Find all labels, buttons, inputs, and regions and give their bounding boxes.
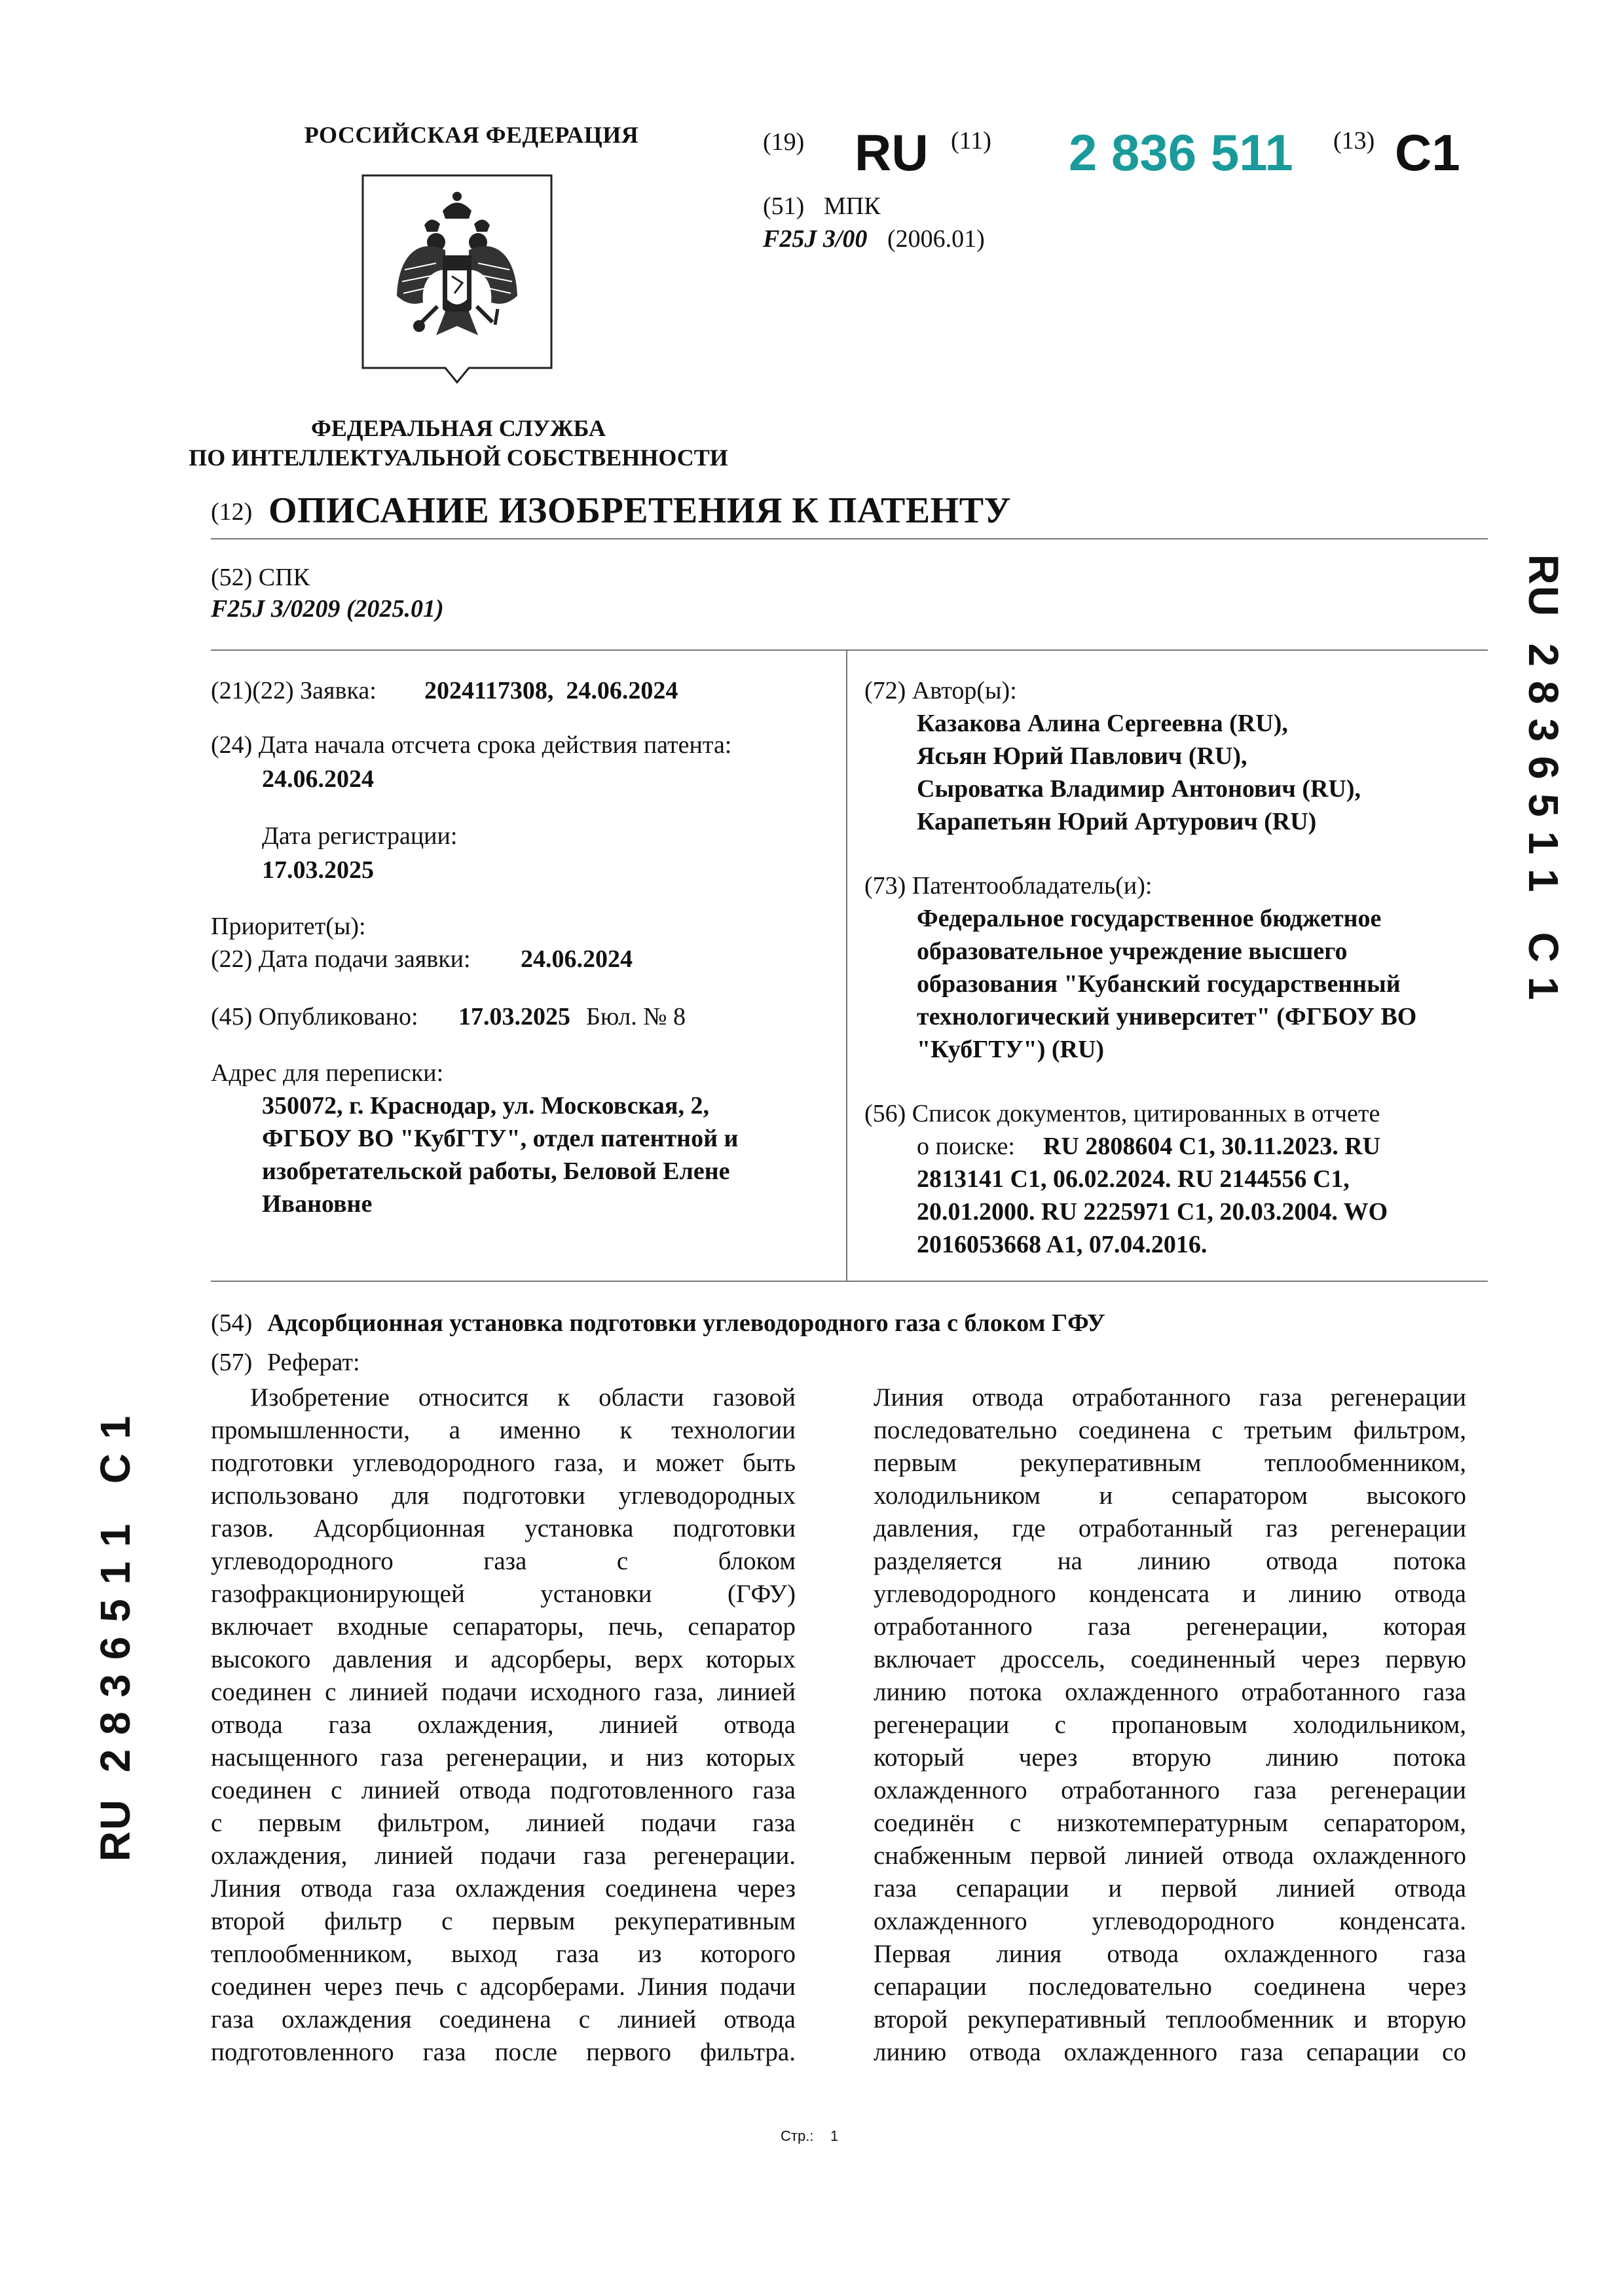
spk-class: F25J 3/0209 (2025.01): [211, 595, 444, 623]
priority-label: Приоритет(ы):: [211, 913, 366, 940]
code-51: (51): [763, 192, 805, 220]
abstract-line: линию отвода охлажденного газа сепарации со: [874, 2038, 1466, 2066]
abstract-line: газа охлаждения соединена с линией отвода: [211, 2005, 796, 2033]
abstract-line: промышленности, а именно к технологии: [211, 1416, 796, 1444]
abstract-line: отработанного газа регенерации, которая: [874, 1613, 1466, 1641]
abstract-line: который через вторую линию потока: [874, 1743, 1466, 1772]
cited-line: 2016053668 A1, 07.04.2016.: [917, 1231, 1208, 1258]
abstract-line: углеводородного газа с блоком: [211, 1547, 796, 1575]
abstract-line: использовано для подготовки углеводородных: [211, 1482, 796, 1510]
owner-line: Федеральное государственное бюджетное: [917, 905, 1382, 932]
authors-list: [917, 707, 1361, 838]
divider-spk: [211, 649, 1488, 651]
mpk-class: F25J 3/00: [763, 225, 868, 253]
author-name: Казакова Алина Сергеевна (RU),: [917, 710, 1288, 737]
abstract-line: насыщенного газа регенерации, и низ которых: [211, 1743, 796, 1772]
divider-biblio: [211, 1281, 1488, 1282]
abstract-line: второй рекуперативный теплообменник и вторую: [874, 2005, 1466, 2033]
filing-value: 24.06.2024: [521, 945, 633, 973]
start-date-label: (24) Дата начала отсчета срока действия патента:: [211, 731, 732, 759]
page-number: 1: [830, 2128, 839, 2144]
filing-label: (22) Дата подачи заявки:: [211, 945, 471, 973]
abstract-right-column: [874, 1381, 1466, 2069]
abstract-line: с первым фильтром, линией подачи газа: [211, 1809, 796, 1837]
owner-line: "КубГТУ") (RU): [917, 1036, 1105, 1063]
abstract-line: теплообменником, выход газа из которого: [211, 1940, 796, 1968]
abstract-left-column: [211, 1381, 796, 2069]
abstract-line: охлажденного углеводородного конденсата.: [874, 1907, 1466, 1935]
owner-block: [917, 902, 1416, 1066]
agency-line-2: ПО ИНТЕЛЛЕКТУАЛЬНОЙ СОБСТВЕННОСТИ: [189, 445, 728, 471]
column-divider: [846, 651, 847, 1281]
abstract-line: Линия отвода отработанного газа регенерации: [874, 1383, 1466, 1412]
address-block: [262, 1089, 738, 1220]
code-54: (54): [211, 1309, 253, 1337]
cited-line: 20.01.2000. RU 2225971 C1, 20.03.2004. WO: [917, 1198, 1388, 1226]
code-13: (13): [1333, 127, 1375, 155]
divider-title: [211, 538, 1488, 539]
abstract-line: разделяется на линию отвода потока: [874, 1547, 1466, 1575]
kind-code: C1: [1395, 124, 1460, 181]
start-date-value: 24.06.2024: [262, 765, 374, 793]
abstract-line: охлаждения, линией подачи газа регенерации.: [211, 1842, 796, 1870]
author-name: Ясьян Юрий Павлович (RU),: [917, 742, 1247, 770]
abstract-line: соединен с линией подачи исходного газа, линией: [211, 1678, 796, 1706]
abstract-line: газов. Адсорбционная установка подготовки: [211, 1514, 796, 1542]
code-19: (19): [763, 128, 805, 156]
cited-line: RU 2808604 C1, 30.11.2023. RU: [1043, 1133, 1381, 1160]
document-title: ОПИСАНИЕ ИЗОБРЕТЕНИЯ К ПАТЕНТУ: [268, 490, 1012, 531]
address-line: Ивановне: [262, 1190, 373, 1218]
page-label: Стр.:: [781, 2128, 814, 2144]
registration-value: 17.03.2025: [262, 856, 374, 884]
abstract-line: подготовки углеводородного газа, и может быть: [211, 1449, 796, 1477]
abstract-line: Линия отвода газа охлаждения соединена через: [211, 1874, 796, 1903]
country-code-ru: RU: [855, 124, 929, 181]
country-name: РОССИЙСКАЯ ФЕДЕРАЦИЯ: [304, 122, 639, 148]
abstract-line: сепарации последовательно соединена через: [874, 1973, 1466, 2001]
bulletin: Бюл. № 8: [586, 1003, 686, 1030]
mpk-year: (2006.01): [887, 225, 985, 253]
mpk-label: МПК: [824, 192, 881, 220]
address-label: Адрес для переписки:: [211, 1059, 444, 1087]
abstract-line: регенерации с пропановым холодильником,: [874, 1711, 1466, 1739]
cited-prefix: о поиске:: [917, 1133, 1015, 1160]
abstract-line: высокого давления и адсорберы, верх которых: [211, 1645, 796, 1673]
abstract-line: второй фильтр с первым рекуперативным: [211, 1907, 796, 1935]
abstract-line: давления, где отработанный газ регенерации: [874, 1514, 1466, 1542]
application-label: (21)(22) Заявка:: [211, 677, 377, 704]
published-value: 17.03.2025: [458, 1003, 570, 1030]
owner-line: образования "Кубанский государственный: [917, 970, 1401, 998]
abstract-line: газа сепарации и первой линией отвода: [874, 1874, 1466, 1903]
owner-label: (73) Патентообладатель(и):: [864, 872, 1153, 900]
published-label: (45) Опубликовано:: [211, 1003, 418, 1030]
author-name: Сыроватка Владимир Антонович (RU),: [917, 775, 1361, 803]
abstract-line: холодильником и сепаратором высокого: [874, 1482, 1466, 1510]
abstract-line: охлажденного отработанного газа регенерации: [874, 1776, 1466, 1804]
abstract-line: включает дроссель, соединенный через первую: [874, 1645, 1466, 1673]
spk-label: (52) СПК: [211, 564, 310, 591]
abstract-line: снабженным первой линией отвода охлажденного: [874, 1842, 1466, 1870]
authors-label: (72) Автор(ы):: [864, 677, 1017, 704]
abstract-line: первым рекуперативным теплообменником,: [874, 1449, 1466, 1477]
author-name: Карапетьян Юрий Артурович (RU): [917, 808, 1317, 835]
abstract-line: Первая линия отвода охлажденного газа: [874, 1940, 1466, 1968]
abstract-label: Реферат:: [267, 1349, 360, 1376]
agency-line-1: ФЕДЕРАЛЬНАЯ СЛУЖБА: [311, 415, 606, 441]
abstract-line: углеводородного конденсата и линию отвода: [874, 1580, 1466, 1608]
code-57: (57): [211, 1349, 253, 1376]
abstract-line: газофракционирующей установки (ГФУ): [211, 1580, 796, 1608]
address-line: ФГБОУ ВО "КубГТУ", отдел патентной и: [262, 1125, 739, 1152]
coat-of-arms-emblem: [359, 172, 555, 388]
abstract-line: последовательно соединена с третьим фильтром,: [874, 1416, 1466, 1444]
address-line: 350072, г. Краснодар, ул. Московская, 2,: [262, 1092, 709, 1120]
abstract-line: линию потока охлажденного отработанного газа: [874, 1678, 1466, 1706]
side-number-right: RU 2 8 3 6 5 1 1 C 1: [1520, 554, 1567, 1002]
abstract-line: соединен с линией отвода подготовленного газа: [211, 1776, 796, 1804]
abstract-line: отвода газа охлаждения, линией отвода: [211, 1711, 796, 1739]
abstract-line: соединен через печь с адсорберами. Линия подачи: [211, 1973, 796, 2001]
application-value: 2024117308, 24.06.2024: [424, 677, 678, 704]
owner-line: образовательное учреждение высшего: [917, 938, 1348, 965]
registration-label: Дата регистрации:: [262, 822, 458, 850]
side-number-left: RU 2 8 3 6 5 1 1 C 1: [92, 1414, 139, 1862]
owner-line: технологический университет" (ФГБОУ ВО: [917, 1003, 1417, 1030]
cited-block: [917, 1163, 1388, 1261]
code-11: (11): [951, 127, 991, 155]
abstract-line: соединён с низкотемпературным сепаратором,: [874, 1809, 1466, 1837]
abstract-line: подготовленного газа после первого фильтра.: [211, 2038, 796, 2066]
invention-title: Адсорбционная установка подготовки углеводородного газа с блоком ГФУ: [267, 1309, 1105, 1337]
cited-line: 2813141 C1, 06.02.2024. RU 2144556 C1,: [917, 1165, 1350, 1193]
abstract-line: Изобретение относится к области газовой: [250, 1383, 796, 1412]
address-line: изобретательской работы, Беловой Елене: [262, 1157, 730, 1185]
code-12: (12): [211, 498, 253, 526]
abstract-line: включает входные сепараторы, печь, сепаратор: [211, 1613, 796, 1641]
patent-number: 2 836 511: [1069, 124, 1293, 181]
cited-label: (56) Список документов, цитированных в отчете: [864, 1100, 1380, 1127]
